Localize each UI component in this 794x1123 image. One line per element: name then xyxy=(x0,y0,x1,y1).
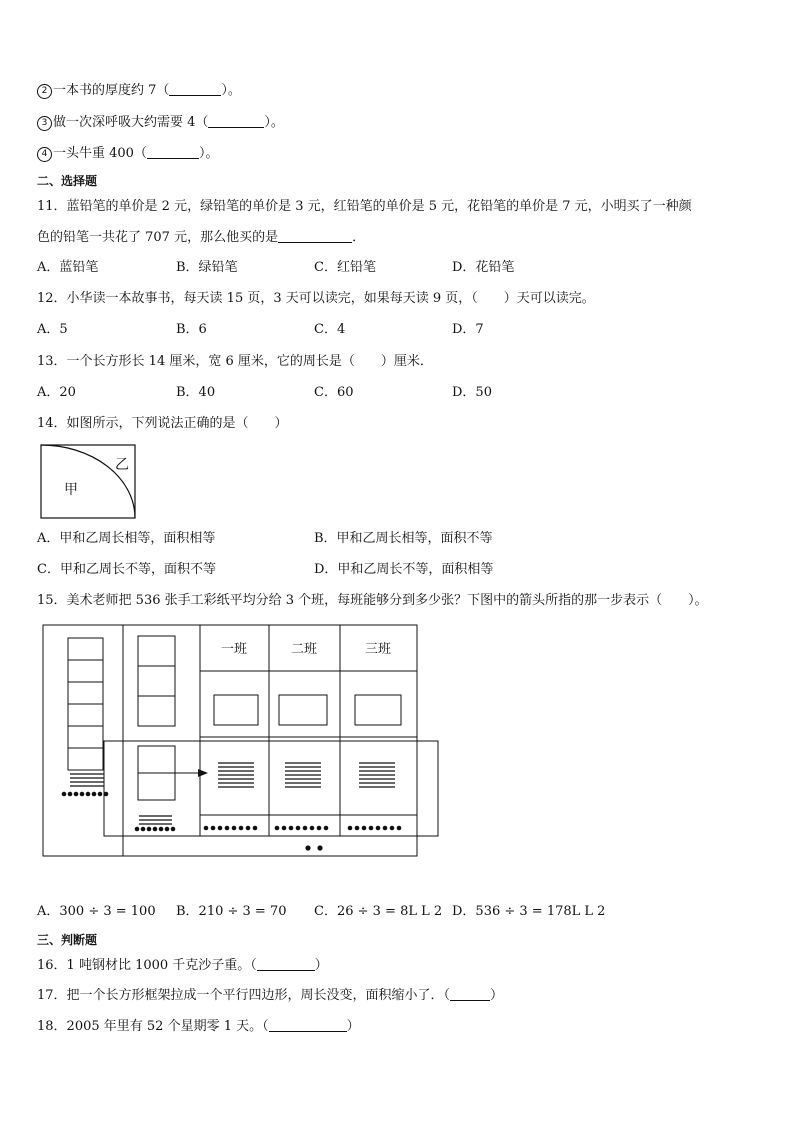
q13-option-c[interactable]: C．60 xyxy=(314,385,354,400)
class-label-3: 三班 xyxy=(364,642,392,657)
q13-option-a[interactable]: A．20 xyxy=(37,385,76,400)
answer-blank[interactable] xyxy=(147,146,199,159)
q15-option-b[interactable]: B．210 ÷ 3 = 70 xyxy=(176,904,287,919)
section-heading-choice: 二、选择题 xyxy=(37,174,98,188)
q12-option-b[interactable]: B．6 xyxy=(176,322,207,337)
q16: 16．1 吨钢材比 1000 千克沙子重。（ ） xyxy=(37,958,328,973)
q12-option-a[interactable]: A．5 xyxy=(37,322,68,337)
q14-option-a[interactable]: A．甲和乙周长相等，面积相等 xyxy=(37,531,216,546)
q11-option-a[interactable]: A．蓝铅笔 xyxy=(37,260,99,275)
q14-option-b[interactable]: B．甲和乙周长相等，面积不等 xyxy=(314,531,493,546)
figure-rectangle xyxy=(41,445,135,518)
q15-option-d[interactable]: D．536 ÷ 3 = 178L L 2 xyxy=(452,904,606,919)
label-yi: 乙 xyxy=(115,457,129,473)
q14-option-d[interactable]: D．甲和乙周长不等，面积相等 xyxy=(314,562,494,577)
q13-option-b[interactable]: B．40 xyxy=(176,385,216,400)
q15-option-a[interactable]: A．300 ÷ 3 = 100 xyxy=(37,904,156,919)
q12-option-d[interactable]: D．7 xyxy=(452,322,484,337)
label-jia: 甲 xyxy=(64,482,78,498)
q14-option-c[interactable]: C．甲和乙周长不等，面积不等 xyxy=(37,562,216,577)
q15-division-figure xyxy=(40,622,442,860)
q11-option-d[interactable]: D．花铅笔 xyxy=(452,260,515,275)
q12-text: 12．小华读一本故事书，每天读 15 页，3 天可以读完，如果每天读 9 页，（ ）天可以读完。 xyxy=(37,291,595,306)
class-label-1: 一班 xyxy=(220,642,248,657)
q12-option-c[interactable]: C．4 xyxy=(314,322,346,337)
fill-item-text: 一头牛重 400（ xyxy=(53,146,147,161)
class-label-2: 二班 xyxy=(290,642,318,657)
fill-item-4: 4 一头牛重 400（ ）。 xyxy=(37,145,218,163)
q11-option-c[interactable]: C．红铅笔 xyxy=(314,260,376,275)
q17: 17．把一个长方形框架拉成一个平行四边形，周长没变，面积缩小了．（ ） xyxy=(37,988,504,1003)
q11-line2: 色的铅笔一共花了 707 元，那么他买的是 ． xyxy=(37,230,366,245)
q13-text: 13．一个长方形长 14 厘米，宽 6 厘米，它的周长是（ ）厘米． xyxy=(37,354,433,369)
fill-item-text: 一本书的厚度约 7（ xyxy=(53,83,170,98)
q15-text: 15．美术老师把 536 张手工彩纸平均分给 3 个班，每班能够分到多少张？下图中的箭头所指的那一步表示（ ）。 xyxy=(37,593,708,608)
answer-blank[interactable] xyxy=(257,958,315,971)
answer-blank[interactable] xyxy=(269,1019,347,1032)
answer-blank[interactable] xyxy=(450,988,490,1001)
figure-arc xyxy=(41,445,135,518)
answer-blank[interactable] xyxy=(278,230,352,243)
answer-blank[interactable] xyxy=(169,83,221,96)
fill-item-2: 2 一本书的厚度约 7（ ）。 xyxy=(37,82,241,100)
arrow-head xyxy=(198,769,208,777)
answer-blank[interactable] xyxy=(208,115,264,128)
q14-text: 14．如图所示，下列说法正确的是（ ） xyxy=(37,416,288,431)
q11-option-b[interactable]: B．绿铅笔 xyxy=(176,260,238,275)
q14-figure xyxy=(40,444,140,520)
fill-item-3: 3 做一次深呼吸大约需要 4（ ）。 xyxy=(37,114,284,132)
circled-number: 3 xyxy=(37,116,52,131)
circled-number: 4 xyxy=(37,147,52,162)
fill-item-text: 做一次深呼吸大约需要 4（ xyxy=(53,115,209,130)
q13-option-d[interactable]: D．50 xyxy=(452,385,492,400)
q18: 18．2005 年里有 52 个星期零 1 天。（ ） xyxy=(37,1019,360,1034)
q11-line1: 11．蓝铅笔的单价是 2 元，绿铅笔的单价是 3 元，红铅笔的单价是 5 元，花铅笔的单价是 7 元，小明买了一种颜 xyxy=(37,199,692,214)
q15-option-c[interactable]: C．26 ÷ 3 = 8L L 2 xyxy=(314,904,443,919)
section-heading-judge: 三、判断题 xyxy=(37,933,98,947)
circled-number: 2 xyxy=(37,84,52,99)
